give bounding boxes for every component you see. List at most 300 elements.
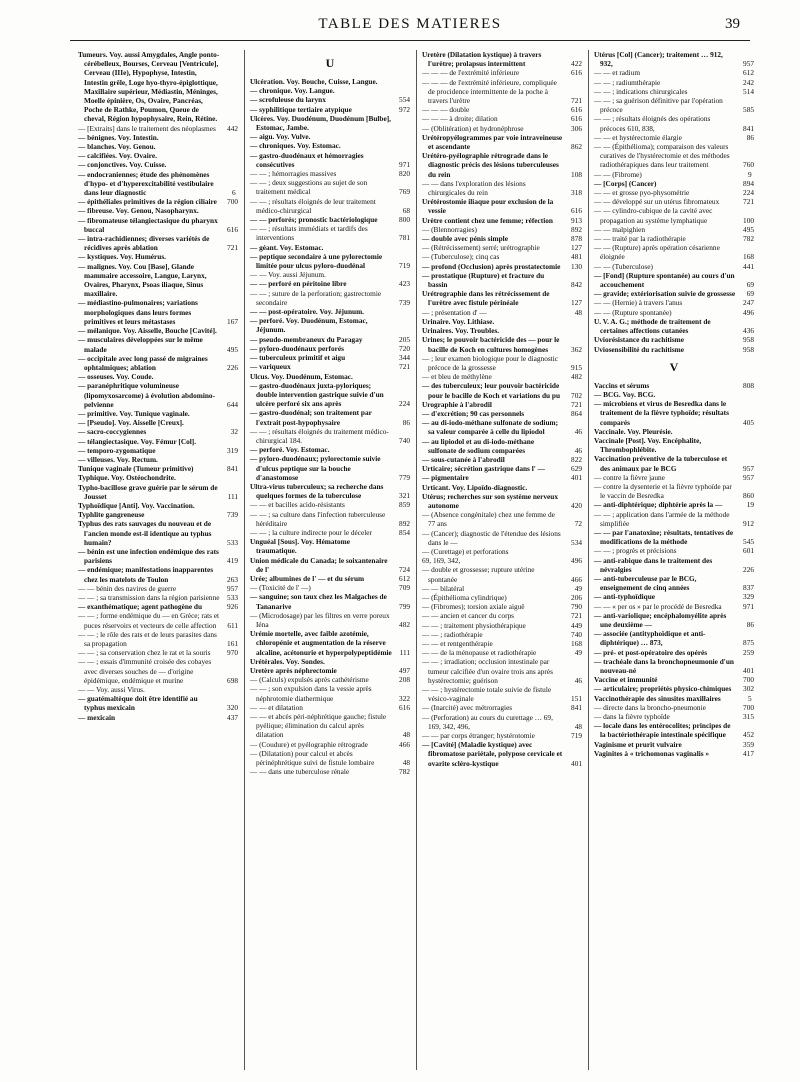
page-ref: 782 [399,767,410,777]
page-ref: 86 [746,132,754,142]
index-entry [422,50,582,68]
page-ref: 436 [743,326,754,336]
index-entry [78,142,238,151]
index-entry [594,78,754,87]
entry-text: — — ; indications chirurgicales [594,86,688,96]
index-entry [78,593,238,602]
index-entry [78,455,238,464]
entry-text: — articulaire; propriétés physico-chimiques [594,684,732,694]
index-entry [594,317,754,335]
index-entry [594,197,754,206]
index-entry [594,133,754,142]
page-ref: 957 [743,472,754,482]
entry-text: — — « per os » par le procédé de Besredka [594,601,722,611]
page-ref: 740 [399,435,410,445]
page-ref: 362 [571,344,582,354]
page-ref: 913 [571,215,582,225]
index-entry [594,335,754,344]
entry-text: Urémie mortelle, avec faible azotémie, chloropénie et augmentation de la réserve alcaline, acétonurie et hyperpolypeptidémie [250,629,392,657]
page-ref: 957 [227,583,238,593]
page-ref: 800 [399,215,410,225]
page-ref: 321 [399,491,410,501]
page-ref: 127 [571,298,582,308]
entry-text: — — ; radiothérapie [422,629,483,639]
index-entry [594,473,754,482]
entry-text: — — malpighien [594,224,646,234]
entry-text: — — ; résultats éloignés des opérations précoces 610, 838, [594,114,711,133]
entry-text: — — — à droite; dilation [422,114,498,124]
index-entry [250,740,410,749]
page-ref: 46 [574,427,582,437]
entry-text: — villeuses. Voy. Rectum. [78,454,158,464]
entry-text: Urinaire. Voy. Lithiase. [422,316,495,326]
index-entry [422,409,582,418]
entry-text: — (Perforation) au cours du curettage … 69, 169, 342, 496, [422,712,553,731]
index-entry [250,629,410,657]
index-entry [594,546,754,555]
entry-text: Typhus des rats sauvages du nouveau et de l'ancien monde est-il identique au typhus humain? [78,519,212,547]
page-ref: 616 [227,224,238,234]
entry-text: — paranéphritique volumineuse (lipomyxosarcome) à évolution abdomino-pelvienne [78,381,216,409]
index-entry [594,225,754,234]
page-ref: 111 [399,647,410,657]
page-ref: 86 [746,619,754,629]
entry-text: — (Fibromes); torsion axiale aiguë [422,602,525,612]
entry-text: — calcifiées. Voy. Ovaire. [78,151,157,161]
index-entry [78,160,238,169]
entry-text: — perforé. Voy. Estomac. [250,445,330,455]
index-entry [594,749,754,758]
page-ref: 419 [227,556,238,566]
index-entry [422,179,582,197]
page-ref: 69 [746,280,754,290]
index-entry [78,565,238,583]
index-entry [594,629,754,647]
index-entry [78,381,238,409]
page-ref: 912 [743,518,754,528]
page-ref: 926 [227,602,238,612]
entry-text: — — perforés; pronostic bactériologique [250,215,378,225]
page-ref: 862 [571,142,582,152]
index-entry [594,289,754,298]
page-ref: 401 [571,758,582,768]
entry-text: — épithéliales primitives de la région ciliaire [78,197,217,207]
page-ref: 820 [399,169,410,179]
entry-text: — — dans une tuberculose rénale [250,767,350,777]
entry-text: — géant. Voy. Estomac. [250,242,324,252]
index-entry [78,648,238,657]
entry-text: — endocraniennes; étude des phénomènes d'hypo- et d'hyperexcitabilité vestibulaire dans leur diagnostic [78,169,214,198]
index-entry [422,78,582,106]
page-ref: 423 [399,279,410,289]
index-entry [422,326,582,335]
index-entry [250,528,410,537]
entry-text: — anti-variolique; encéphalomyélite après une deuxième — [594,610,727,629]
entry-text: — (Dilatation) pour calcul et abcès périnéphrétique suivi de fistule lombaire [250,748,375,768]
page-ref: 263 [227,574,238,584]
index-entry [78,197,238,206]
entry-text: — sacro-coccygiennes [78,427,147,437]
page-ref: 719 [399,261,410,271]
index-entry [594,271,754,289]
entry-text: — prostatique (Rupture) et fracture du bassin [422,270,545,290]
page-ref: 208 [399,675,410,685]
index-entry [78,298,238,326]
page-ref: 700 [743,675,754,685]
index-entry [594,114,754,132]
index-entry [250,86,410,95]
entry-text: — — ; hystérectomie totale suivie de fistule vésico-vaginale [422,685,552,704]
index-entry [422,381,582,399]
entry-text: — — Voy. aussi Jéjunum. [250,270,326,280]
index-entry [250,482,410,500]
index-entry [422,621,582,630]
index-entry [250,243,410,252]
entry-text: Urée; albumines de l' — et du sérum [250,573,365,583]
page-ref: 405 [743,417,754,427]
index-entry [78,234,238,252]
index-entry [78,630,238,648]
page-ref: 739 [227,510,238,520]
entry-text: — — ; deux suggestions au sujet de son traitement médical [250,178,368,197]
entry-text: — temporo-zygomatique [78,445,156,455]
index-entry [594,510,754,528]
page-ref: 318 [571,188,582,198]
index-entry [250,583,410,592]
index-entry [250,445,410,454]
entry-text: — malignes. Voy. Cou [Base], Glande mammaire accessoire, Langue, Larynx, Ovaires, Pharynx, Psoas iliaque, Sinus maxillaire. [78,261,207,299]
entry-text: — sous-cutanée à l'abrodil [422,454,505,464]
entry-text: — — ; suture de la perforation; gastrectomie secondaire [250,288,382,307]
index-entry [422,151,582,179]
page-ref: 740 [571,629,582,639]
index-entry [422,243,582,252]
index-entry [250,114,410,132]
entry-text: Urétéro-pyélographie rétrograde dans le diagnostic précis des lésions tuberculeuses du rein [422,151,559,179]
entry-text: Urographie à l'abrodil [422,399,492,409]
page-ref: 359 [743,739,754,749]
page-ref: 970 [227,648,238,658]
index-entry [422,685,582,703]
index-entry [78,252,238,261]
entry-text: — — traité par la radiothérapie [594,234,686,244]
index-entry [250,307,410,316]
page-title: TABLE DES MATIERES [318,16,502,32]
entry-text: — endémique; manifestations inapparentes chez les matelots de Toulon [78,565,214,584]
index-entry [594,50,754,68]
page-ref: 319 [227,445,238,455]
page-ref: 859 [399,500,410,510]
page-ref: 167 [227,316,238,326]
index-entry [250,132,410,141]
entry-text: — (Tuberculose); cinq cas [422,252,500,262]
page-ref: 720 [399,343,410,353]
entry-text: Uviosensibilité du rachitisme [594,344,684,354]
index-entry [250,427,410,445]
entry-text: — [Extraits] dans le traitement des néoplasmes [78,123,216,133]
index-entry [78,50,238,124]
entry-text: — et bleu de méthylène [422,372,492,382]
page-ref: 864 [571,408,582,418]
entry-text: — [Pseudo]. Voy. Aisselle [Creux]. [78,418,184,428]
index-entry [594,684,754,693]
page-ref: 322 [399,693,410,703]
page-ref: 554 [399,95,410,105]
page-ref: 721 [571,399,582,409]
entry-text: — — dans l'exploration des lésions chirurgicales du rein [422,178,526,198]
entry-text: — [Fond] (Rupture spontanée) au cours d'un accouchement [594,270,735,290]
page-ref: 709 [399,583,410,593]
page-ref: 545 [743,537,754,547]
page-ref: 452 [743,730,754,740]
index-entry [422,464,582,473]
index-entry [422,593,582,602]
index-entry [594,308,754,317]
page-ref: 100 [743,215,754,225]
entry-text: Urinaires. Voy. Troubles. [422,326,500,336]
page-ref: 401 [743,666,754,675]
index-entry [78,262,238,299]
entry-text: — (Calculs) expulsés après cathétérisme [250,675,369,685]
index-entry [594,528,754,546]
index-entry [250,666,410,675]
index-entry [78,335,238,353]
page-ref: 616 [399,702,410,712]
index-entry [78,427,238,436]
index-entry [422,657,582,685]
index-entry [594,703,754,712]
index-entry [250,344,410,353]
entry-text: — — développé sur un utérus fibromateux [594,197,720,207]
entry-text: — — ; la culture indirecte pour le déceler [250,527,372,537]
entry-text: — — ; forme endémique du — en Grèce; rats et puces réservoirs et vecteurs de celle affection [78,611,220,630]
entry-text: — scrofuleuse du larynx [250,95,326,105]
index-entry [250,215,410,224]
index-entry [422,713,582,731]
entry-text: — contre la fièvre jaune [594,472,665,482]
entry-text: — (Coudure) et pyélographie rétrograde [250,739,368,749]
index-entry [594,454,754,472]
entry-text: — sanguine; son taux chez les Malgaches de Tananarive [250,592,387,611]
index-entry [250,141,410,150]
entry-text: Typho-bacillose grave guérie par le sérum de Jousset [78,482,218,501]
page-ref: 721 [571,611,582,621]
entry-text: — bénignes. Voy. Intestin. [78,132,159,142]
entry-text: — (Épithélioma cylindrique) [422,592,507,602]
index-entry [422,648,582,657]
index-entry [78,501,238,510]
index-entry [422,731,582,740]
entry-text: Vaccinothérapie des sinusites maxillaires [594,693,721,703]
page-ref: 841 [227,464,238,474]
index-entry [594,721,754,739]
page-ref: 48 [574,307,582,317]
page-ref: 698 [227,675,238,685]
entry-text: — (Curettage) et perforations [422,546,509,556]
index-entry [250,279,410,288]
page-ref: 601 [743,546,754,556]
entry-text: — — et hystérectomie élargie [594,132,682,142]
entry-text: — anti-rabique dans le traitement des névralgies [594,555,713,574]
page-ref: 616 [571,114,582,124]
entry-text: — — et grosse pyo-physométrie [594,188,690,198]
entry-text: — — — double [422,105,470,115]
entry-text: — — et bacilles acido-résistants [250,500,345,510]
index-entry [594,243,754,261]
section-letter: V [669,359,679,374]
entry-text: 69, 169, 342, [422,556,461,566]
index-entry [78,547,238,565]
column-divider [416,50,417,1070]
entry-text: — anti-diphtérique; diphtérie après la — [594,500,723,510]
index-entry [250,703,410,712]
entry-text: — — ; sa culture dans l'infection tuberculeuse héréditaire [250,509,386,528]
index-entry [594,482,754,500]
entry-text: — musculaires développées sur le même malade [78,335,203,354]
index-entry [78,713,238,722]
entry-text: — — par l'anatoxine; résultats, tentatives de modifications de la méthode [594,527,734,547]
index-column-3 [422,50,582,1070]
entry-text: — anti-tuberculeuse par le BCG, enseignement de cinq années [594,573,697,593]
page-ref: 46 [574,445,582,455]
page-ref: 782 [743,234,754,244]
index-entry [594,436,754,454]
page-ref: 612 [743,68,754,78]
entry-text: — (Microdosage) par les filtres en verre poreux Iéna [250,610,390,629]
index-entry [250,151,410,169]
page-ref: 449 [571,620,582,630]
page-ref: 721 [399,362,410,372]
index-entry [250,224,410,242]
page-ref: 69 [746,289,754,299]
entry-text: — gastro-duodénaux et hémorragies consécutives [250,150,364,169]
page-ref: 401 [571,473,582,483]
page-ref: 442 [227,123,238,133]
index-entry [250,537,410,555]
page-ref: 161 [227,639,238,648]
section-letter: U [325,56,335,70]
page-ref: 958 [743,344,754,354]
index-entry [78,151,238,160]
index-entry [78,602,238,611]
entry-text: — — et rentgenthérapie [422,639,493,648]
index-entry [78,464,238,473]
index-column-1 [78,50,238,1070]
page-ref: 224 [399,399,410,409]
entry-text: — trachéale dans la bronchopneumonie d'un nouveau-né [594,656,734,675]
page-ref: 739 [399,297,410,307]
page-ref: 875 [743,638,754,648]
entry-text: Urines; le pouvoir bactéricide des — pour le bacille de Koch en cultures homogènes [422,335,560,354]
entry-text: — kystiques. Voy. Humérus. [78,252,166,262]
index-entry [250,105,410,114]
entry-text: — télangiectasique. Voy. Fémur [Col]. [78,436,197,446]
index-entry [422,492,582,510]
page-ref: 130 [571,261,582,271]
index-entry [250,169,410,178]
index-entry [594,234,754,243]
entry-text: — occipitale avec long passé de migraines ophtalmiques; ablation [78,353,208,372]
index-entry [250,95,410,104]
index-entry [594,298,754,307]
index-entry: — endocraniennes; étude des phénomènes d'hypo- et d'hyperexcitabilité vestibulaire dans leur diagnostic 6 [78,169,236,198]
entry-text: Typhique. Voy. Ostéochondrite. [78,473,176,483]
index-entry [78,473,238,482]
entry-text: Uviorésistance du rachitisme [594,335,684,345]
page-ref: 719 [571,731,582,741]
entry-text: — pré- et post-opératoire des opérés [594,647,708,657]
page-ref: 48 [574,721,582,731]
page-ref: 206 [571,592,582,602]
entry-text: — tuberculeux primitif et aigu [250,353,346,363]
index-entry [250,749,410,767]
index-entry [594,611,754,629]
index-entry [422,529,582,547]
index-entry [594,675,754,684]
index-entry [422,639,582,648]
entry-text: — — bénin des navires de guerre [78,583,177,593]
page-ref: 611 [227,620,238,630]
index-entry [78,685,238,694]
page-ref: 441 [743,261,754,271]
index-entry [422,308,582,317]
index-entry [250,381,410,409]
entry-text: — primitive. Voy. Tunique vaginale. [78,408,190,418]
entry-text: — — ; irradiation; occlusion intestinale par tumeur calcifiée d'un ovaire trois ans après hystérectomie; guérison [422,657,553,685]
page-ref: 482 [571,372,582,382]
entry-text: Vaccinale [Post]. Voy. Encéphalite, Thrombophlébite. [594,435,702,455]
page-ref: 915 [571,362,582,372]
entry-text: Urétérostomie iliaque pour exclusion de la vessie [422,197,554,216]
entry-text: — [Cavité] (Maladie kystique) avec fibromatose pariétale, polypose cervicale et ovarite scléro-kystique [422,740,563,768]
entry-text: — — (Rupture) après opération césarienne éloignée [594,243,720,262]
index-entry [594,712,754,721]
page-ref: 247 [743,298,754,308]
entry-text: — au di-iodo-méthane sulfonate de sodium; sa valeur comparée à celle du lipiodol [422,418,559,437]
index-entry [422,400,582,409]
entry-text: — intra-rachidiennes; diverses variétés de récidives après ablation [78,234,210,253]
entry-text: — chronique. Voy. Langue. [250,86,335,96]
page-ref: 111 [227,491,238,501]
entry-text: — (Inarcité) avec métrorragies [422,703,513,713]
index-entry [78,409,238,418]
index-entry [594,648,754,657]
index-entry [594,345,754,354]
entry-text: — des tuberculeux; leur pouvoir bactéricide pour le bacille de Koch et variations du pu [422,381,561,400]
entry-text: — directe dans la broncho-pneumonie [594,702,706,712]
entry-text: — contre la dysenterie et la fièvre typhoïde par le vaccin de Besredka [594,481,732,501]
index-entry [78,694,238,712]
index-entry [78,216,238,234]
index-entry [594,262,754,271]
page-ref: 534 [571,537,582,547]
index-entry [78,372,238,381]
index-entry [594,556,754,574]
page-ref: 496 [571,556,582,566]
entry-text: — (Blennorragies) [422,224,477,234]
page-ref: 497 [399,666,410,675]
entry-text: — fibromateuse télangiectasique du pharynx buccal [78,215,218,234]
page-ref: 781 [399,233,410,243]
entry-text: — peptique secondaire à une pylorectomie limitée pour ulcus pyloro-duodénal [250,251,383,271]
page-ref: 972 [399,104,410,114]
entry-text: — syphilitique tertiaire atypique [250,104,352,114]
entry-text: — exanthématique; agent pathogène du [78,602,203,612]
page-number: 39 [725,16,740,32]
entry-text: — d'excrétion; 90 cas personnels [422,408,525,418]
page-ref: 46 [574,675,582,685]
index-entry [594,602,754,611]
